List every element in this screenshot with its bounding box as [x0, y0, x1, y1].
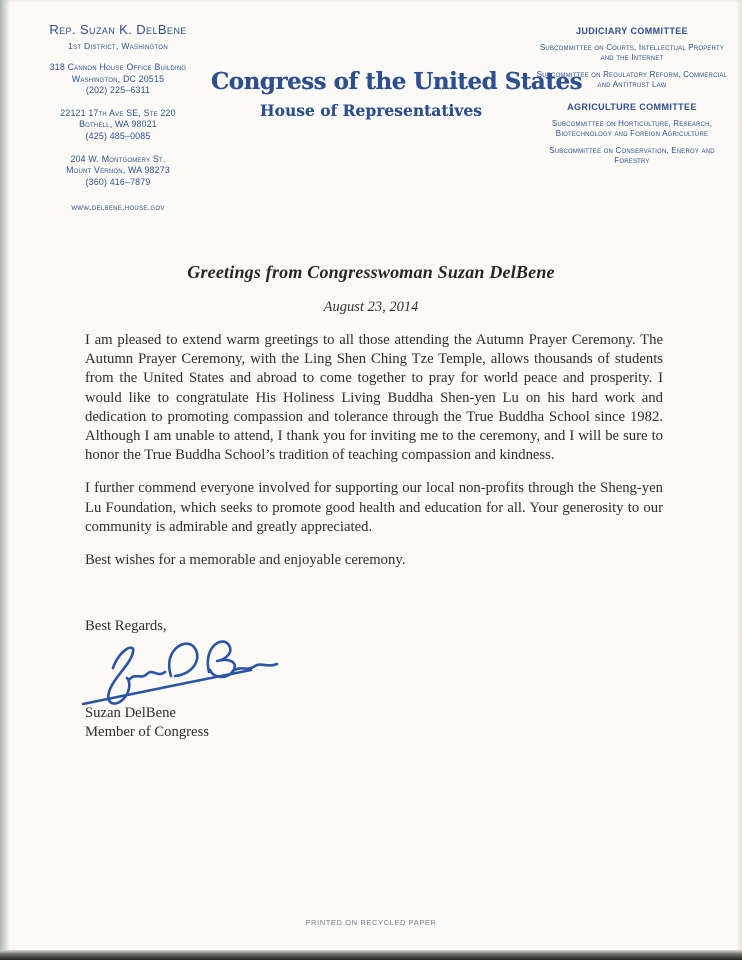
subcommittee-name: Subcommittee on Regulatory Reform, Commercial and Antitrust Law — [536, 70, 728, 89]
letterhead-committees-block — [536, 26, 728, 166]
office-line: 204 W. Montgomery St. — [70, 153, 166, 164]
subcommittee-name: Subcommittee on Courts, Intellectual Property and the Internet — [539, 43, 725, 62]
office-address-bothell — [16, 108, 220, 143]
paragraph-2: I further commend everyone involved for supporting our local non-profits through the Sheng-yen Lu Foundation, which seeks to promote good health and education for all. Your generosity to our community is admirable and greatly appreciated. — [85, 480, 663, 535]
office-line: Bothell, WA 98021 — [79, 119, 157, 130]
office-phone: (425) 485–0085 — [85, 130, 151, 141]
office-line: Washington, DC 20515 — [71, 73, 165, 84]
signature-image — [79, 634, 329, 716]
closing-salutation: Best Regards, — [85, 618, 167, 635]
subcommittee-name: Subcommittee on Horticulture, Research, Biotechnology and Foreign Agriculture — [551, 119, 713, 138]
scan-edge-left — [0, 0, 10, 960]
office-phone: (202) 225–6311 — [85, 85, 151, 96]
office-phone: (360) 416–7879 — [85, 176, 151, 187]
letter-heading: Greetings from Congresswoman Suzan DelBene — [187, 262, 555, 282]
scan-edge-right — [736, 0, 742, 960]
office-line: Mount Vernon, WA 98273 — [66, 165, 170, 176]
recycled-paper-note: PRINTED ON RECYCLED PAPER — [305, 918, 437, 927]
office-address-mount-vernon — [16, 154, 220, 189]
org-title-line1: Congress of the United States — [211, 68, 583, 95]
office-line: 22121 17th Ave SE, Ste 220 — [60, 107, 176, 118]
scan-edge-top — [0, 0, 742, 3]
letterhead-contact-block — [16, 22, 220, 212]
letter-date: August 23, 2014 — [323, 299, 419, 315]
signature-area — [85, 640, 663, 704]
office-address-dc — [16, 62, 220, 97]
committee-name: AGRICULTURE COMMITTEE — [567, 102, 697, 112]
subcommittee-name: Subcommittee on Conservation, Energy and Forestry — [549, 146, 715, 165]
office-line: 318 Cannon House Office Building — [49, 62, 187, 72]
website-url: www.delbene.house.gov — [71, 202, 165, 213]
scan-edge-bottom — [0, 950, 742, 960]
letterhead-org-block — [211, 68, 583, 120]
signer-name: Suzan DelBene — [85, 705, 176, 722]
paragraph-3: Best wishes for a memorable and enjoyable ceremony. — [85, 552, 406, 569]
committee-name: JUDICIARY COMMITTEE — [575, 26, 689, 36]
paragraph-1: I am pleased to extend warm greetings to all those attending the Autumn Prayer Ceremony. The Autumn Prayer Ceremony, with the Ling Shen Ching Tze Temple, allows thousands of students from the United States and abroad to come together to pray for world peace and prosperity. I would like to congratulate His Holiness Living Buddha Shen-yen Lu on his hard work and dedication to promoting compassion and tolerance through the True Buddha School since 1982. Although I am unable to attend, I thank you for inviting me to the ceremony, and I will be sure to honor the True Buddha School’s tradition of teaching compassion and kindness. — [85, 332, 663, 464]
signer-title: Member of Congress — [85, 724, 210, 741]
rep-name: Rep. Suzan K. DelBene — [49, 22, 187, 37]
letter-body — [85, 331, 663, 742]
org-title-line2: House of Representatives — [260, 101, 482, 120]
rep-district: 1st District, Washington — [67, 41, 169, 51]
